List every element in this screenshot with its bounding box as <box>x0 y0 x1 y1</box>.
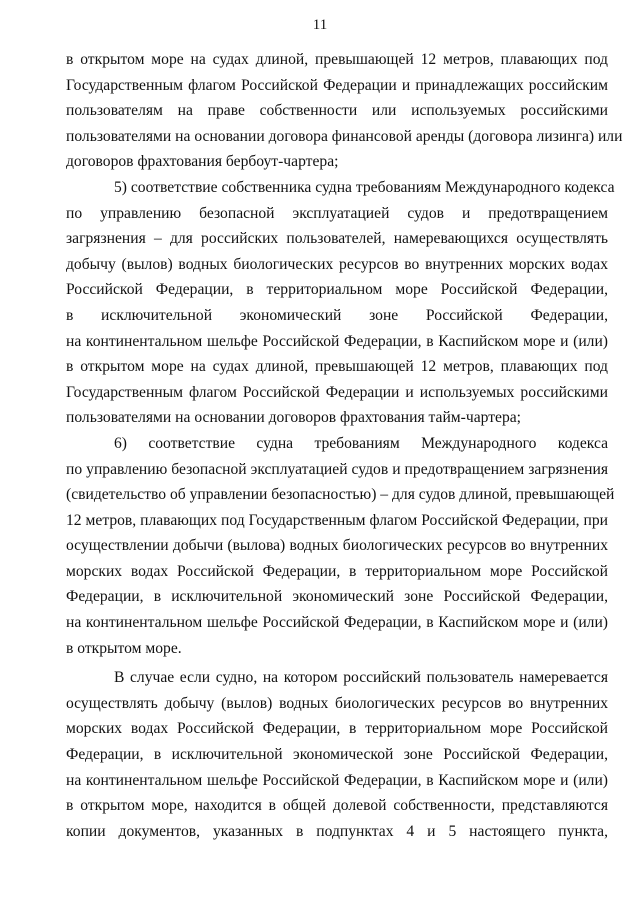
text-line: Федерации, в исключительной экономической зоне Российской Федерации, <box>66 746 608 764</box>
text-line: на континентальном шельфе Российской Федерации, в Каспийском море и (или) <box>66 614 608 632</box>
text-line: копии документов, указанных в подпунктах 4 и 5 настоящего пункта, <box>66 822 608 840</box>
text-line: на континентальном шельфе Российской Федерации, в Каспийском море и (или) <box>66 771 608 789</box>
text-line: в исключительной экономический зоне Российской Федерации, <box>66 306 608 324</box>
text-line: 6) соответствие судна требованиям Международного кодекса <box>114 434 608 452</box>
text-line: пользователями на основании договоров фрахтования тайм-чартера; <box>66 409 521 427</box>
text-line: Российской Федерации, в территориальном море Российской Федерации, <box>66 281 608 299</box>
text-line: по управлению безопасной эксплуатацией судов и предотвращением <box>66 204 608 222</box>
paragraph <box>66 175 615 431</box>
text-line: (свидетельство об управлении безопасностью) – для судов длиной, превышающей <box>66 486 615 504</box>
text-line: по управлению безопасной эксплуатацией судов и предотвращением загрязнения <box>66 460 608 478</box>
text-line: пользователям на праве собственности или используемых российскими <box>66 102 608 120</box>
text-line: В случае если судно, на котором российский пользователь намеревается <box>114 669 608 687</box>
text-line: загрязнения – для российских пользователей, намеревающихся осуществлять <box>66 230 608 248</box>
text-line: 12 метров, плавающих под Государственным флагом Российской Федерации, при <box>66 511 608 529</box>
text-line: осуществлении добычи (вылова) водных биологических ресурсов во внутренних <box>66 537 608 555</box>
text-line: в открытом море, находится в общей долевой собственности, представляются <box>66 797 608 815</box>
text-line: Федерации, в исключительной экономический зоне Российской Федерации, <box>66 588 608 606</box>
text-line: морских водах Российской Федерации, в территориальном море Российской <box>66 720 608 738</box>
text-line: договоров фрахтования бербоут-чартера; <box>66 153 339 171</box>
paragraph <box>66 431 615 661</box>
text-line: Государственным флагом Российской Федерации и принадлежащих российским <box>66 76 608 94</box>
text-line: Государственным флагом Российской Федерации и используемых российскими <box>66 383 608 401</box>
page-number: 11 <box>312 17 328 33</box>
text-line: морских водах Российской Федерации, в территориальном море Российской <box>66 562 608 580</box>
text-line: пользователями на основании договора финансовой аренды (договора лизинга) или <box>66 127 623 145</box>
paragraph <box>66 665 608 844</box>
text-line: на континентальном шельфе Российской Федерации, в Каспийском море и (или) <box>66 332 608 350</box>
text-line: 5) соответствие собственника судна требованиям Международного кодекса <box>114 178 615 196</box>
text-line: осуществлять добычу (вылов) водных биологических ресурсов во внутренних <box>66 694 608 712</box>
document-body <box>66 47 623 844</box>
text-line: в открытом море на судах длиной, превышающей 12 метров, плавающих под <box>66 51 608 68</box>
text-line: в открытом море. <box>66 639 182 657</box>
text-line: добычу (вылов) водных биологических ресурсов во внутренних морских водах <box>66 255 608 273</box>
text-line: в открытом море на судах длиной, превышающей 12 метров, плавающих под <box>66 358 608 376</box>
paragraph <box>66 47 623 175</box>
